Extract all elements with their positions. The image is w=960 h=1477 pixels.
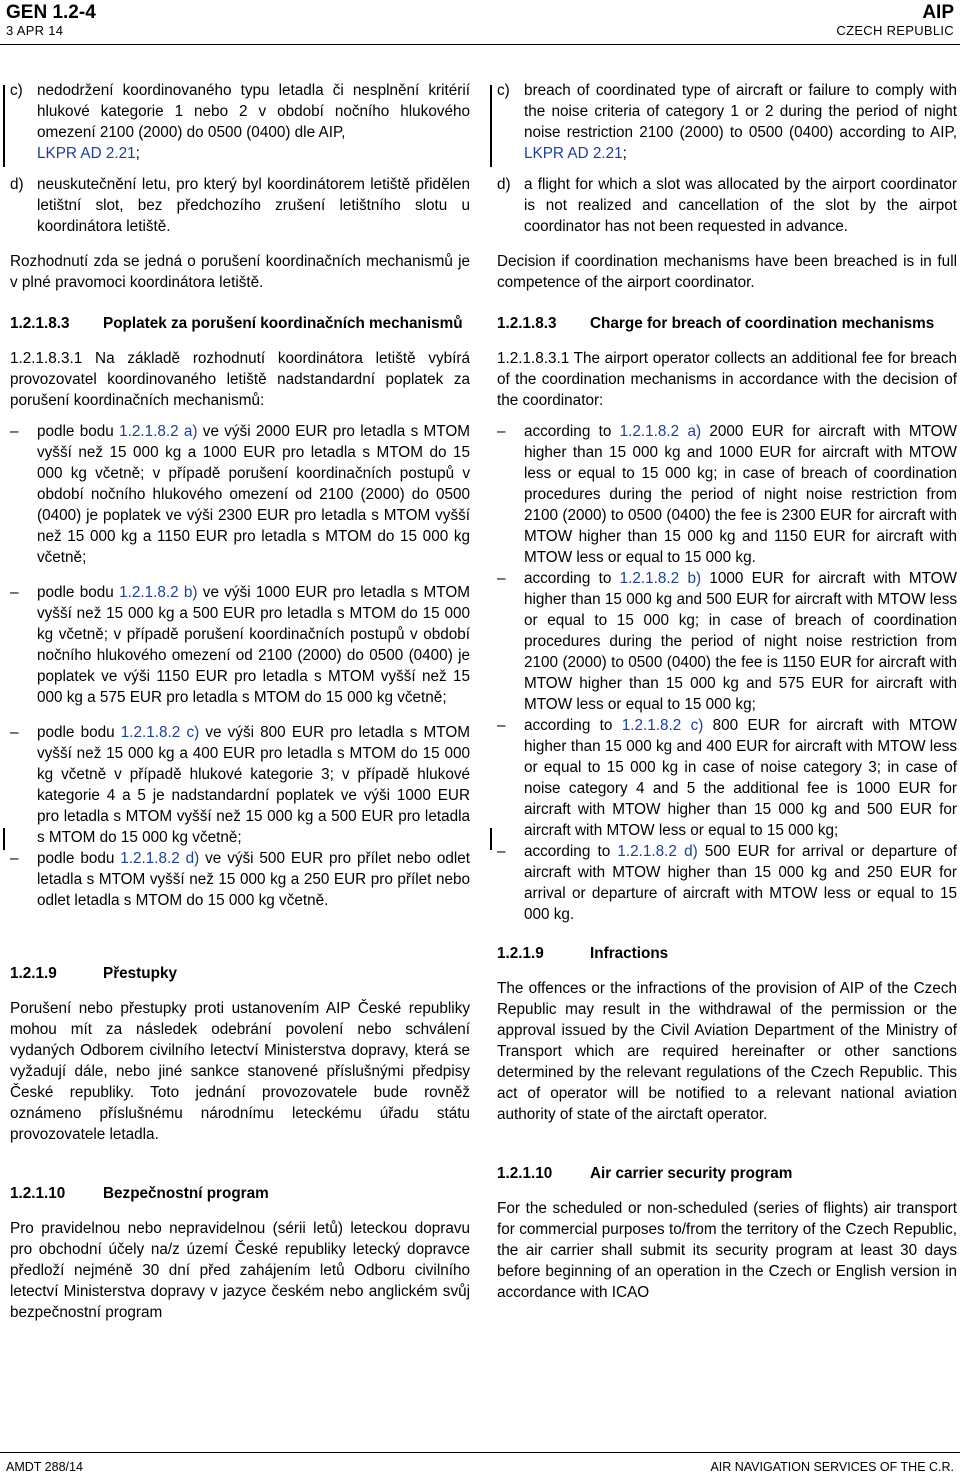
section-heading: 1.2.1.9 Infractions [497,945,669,962]
fee-item: – podle bodu 1.2.1.8.2 d) ve výši 500 EUR pro přílet nebo odlet letadla s MTOM vyšší než 15 000 kg a 250 EUR pro přílet nebo odlet letadla s MTOM do 15 000 kg včetně. [10,850,470,909]
section-heading: 1.2.1.8.3 Poplatek za porušení koordinačních mechanismů [10,315,463,332]
header-left [6,2,96,39]
page-date: 3 APR 14 [6,23,64,38]
czech-column [10,80,470,1323]
item-d: d) neuskutečnění letu, pro který byl koordinátorem letiště přidělen letištní slot, bez předchozího zrušení letištního slotu u koordinátora letiště. [10,176,470,235]
amendment-number: AMDT 288/14 [6,1460,83,1474]
change-bar [490,828,492,850]
fee-item: – podle bodu 1.2.1.8.2 a) ve výši 2000 EUR pro letadla s MTOM vyšší než 15 000 kg a 1000 EUR pro letadla s MTOM do 15 000 kg včetně; v případě porušení koordinačních postupů v období nočního hlukového omezení od 2100 (2000) do 0500 (0400) je poplatek ve výši 2300 EUR pro letadla s MTOM vyšší než 15 000 kg a 1150 EUR pro letadla s MTOM do 15 000 kg včetně; [10,423,470,566]
section-heading: 1.2.1.10 Bezpečnostní program [10,1185,269,1202]
english-column [497,80,957,1303]
fee-intro: 1.2.1.8.3.1 Na základě rozhodnutí koordinátora letiště vybírá provozovatel koordinovaného letiště nadstandardní poplatek za porušení koordinačních mechanismů: [10,350,470,409]
header-rule [0,44,960,45]
item-d: d) a flight for which a slot was allocated by the airport coordinator is not realized and cancellation of the slot by the airpot coordinator has not been requested in advance. [497,176,957,235]
infractions-paragraph: Porušení nebo přestupky proti ustanovením AIP České republiky mohou mít za následek odebrání povolení nebo schválení vydaných Odborem civilního letectví Ministerstva dopravy, která se vyžadují dále, nebo jiné sankce stanovené příslušnými předpisy České republiky. Toto jednání provozovatele bude rovněž oznámeno příslušnému národnímu leteckému úřadu státu provozovatele letadla. [10,1000,470,1143]
change-bar [3,828,5,850]
ad-link[interactable]: LKPR AD 2.21 [37,145,136,162]
fee-link[interactable]: 1.2.1.8.2 b) [619,570,702,587]
section-heading: 1.2.1.9 Přestupky [10,965,177,982]
fee-item: – according to 1.2.1.8.2 c) 800 EUR for aircraft with MTOW higher than 15 000 kg and 400 EUR for aircraft with MTOW less or equal to 15 000 kg in case of noise category 3; in case of noise category 4 and 5 the additional fee is 1000 EUR for aircraft with MTOW higher than 15 000 kg and 500 EUR for aircraft with MTOW less or equal to 15 000 kg; [497,717,957,839]
fee-link[interactable]: 1.2.1.8.2 d) [617,843,698,860]
fee-link[interactable]: 1.2.1.8.2 a) [619,423,702,440]
issuer-name: AIR NAVIGATION SERVICES OF THE C.R. [710,1460,954,1474]
security-paragraph: Pro pravidelnou nebo nepravidelnou (sérii letů) leteckou dopravu pro obchodní účely na/z území České republiky letecký dopravce předloží nejméně 30 dní před zahájením letů Odboru civilního letectví Ministerstva dopravy v jazyce českém nebo anglickém svůj bezpečnostní program [10,1220,470,1321]
infractions-paragraph: The offences or the infractions of the provision of AIP of the Czech Republic may result in the withdrawal of the permission or the approval issued by the Civil Aviation Department of the Ministry of Transport which are required hereinafter or other sanctions determined by the relevant regulations of the Czech Republic. This act of operator will be notified to a relevant national aviation authority of state of the airctaft operator. [497,980,957,1123]
ad-link[interactable]: LKPR AD 2.21 [524,145,623,162]
page-id: GEN 1.2-4 [6,2,96,23]
section-heading: 1.2.1.8.3 Charge for breach of coordination mechanisms [497,315,935,332]
item-c: c) nedodržení koordinovaného typu letadla či nesplnění kritérií hlukové kategorie 1 nebo 2 v období nočního hlukového omezení 2100 (2000) do 0500 (0400) dle AIP, LKPR AD 2.21; [10,82,470,162]
fee-item: – podle bodu 1.2.1.8.2 c) ve výši 800 EUR pro letadla s MTOM vyšší než 15 000 kg a 400 EUR pro letadla s MTOM do 15 000 kg včetně v případě hlukové kategorie 3; v případě hlukové kategorie 4 a 5 je nadstandardní poplatek ve výši 1000 EUR pro letadla s MTOM vyšší než 15 000 kg a 500 EUR pro letadla s MTOM do 15 000 kg včetně; [10,724,470,846]
footer-rule [0,1452,960,1453]
decision-paragraph: Decision if coordination mechanisms have been breached is in full competence of the airport coordinator. [497,253,957,291]
fee-item: – according to 1.2.1.8.2 a) 2000 EUR for aircraft with MTOW higher than 15 000 kg and 1000 EUR for aircraft with MTOW less or equal to 15 000 kg; in case of breach of coordination procedures during the period of night noise restriction from 2100 (2000) to 0500 (0400) the fee is 2300 EUR for aircraft with MTOW higher than 15 000 kg and 1150 EUR for aircraft with MTOW less or equal to 15 000 kg. [497,423,957,566]
change-bar [490,85,492,167]
header-right [836,2,954,39]
fee-item: – podle bodu 1.2.1.8.2 b) ve výši 1000 EUR pro letadla s MTOM vyšší než 15 000 kg a 500 EUR pro letadla s MTOM do 15 000 kg včetně; v případě porušení koordinačních postupů v období nočního hlukového omezení od 2100 (2000) do 0500 (0400) je poplatek ve výši 1150 EUR pro letadla s MTOM vyšší než 15 000 kg a 575 EUR pro letadla s MTOM do 15 000 kg včetně; [10,584,470,706]
fee-item: – according to 1.2.1.8.2 b) 1000 EUR for aircraft with MTOW higher than 15 000 kg and 500 EUR for aircraft with MTOW less or equal to 15 000 kg; in case of breach of coordination procedures during the period of night noise restriction from 2100 (2000) to 0500 (0400) the fee is 1150 EUR for aircraft with MTOW higher than 15 000 kg and 575 EUR for aircraft with MTOW less or equal to 15 000 kg; [497,570,957,713]
fee-link[interactable]: 1.2.1.8.2 a) [119,423,198,440]
change-bar [3,85,5,167]
country-name: CZECH REPUBLIC [836,23,954,38]
decision-paragraph: Rozhodnutí zda se jedná o porušení koordinačních mechanismů je v plné pravomoci koordinátora letiště. [10,253,470,291]
fee-link[interactable]: 1.2.1.8.2 c) [120,724,200,741]
fee-link[interactable]: 1.2.1.8.2 c) [621,717,704,734]
fee-intro: 1.2.1.8.3.1 The airport operator collects an additional fee for breach of the coordination mechanisms in accordance with the decision of the coordinator: [497,350,957,409]
fee-link[interactable]: 1.2.1.8.2 d) [120,850,200,867]
fee-link[interactable]: 1.2.1.8.2 b) [119,584,198,601]
fee-item: – according to 1.2.1.8.2 d) 500 EUR for arrival or departure of aircraft with MTOW higher than 15 000 kg and 250 EUR for arrival or departure of aircraft with MTOW less or equal to 15 000 kg. [497,843,957,923]
section-heading: 1.2.1.10 Air carrier security program [497,1165,793,1182]
security-paragraph: For the scheduled or non-scheduled (series of flights) air transport for commercial purposes to/from the territory of the Czech Republic, the air carrier shall submit its security program at least 30 days before beginning of an operation in the Czech or English version in accordance with ICAO [497,1200,957,1301]
item-c: c) breach of coordinated type of aircraft or failure to comply with the noise criteria of category 1 or 2 during the period of night noise restriction 2100 (2000) to 0500 (0400) according to AIP, LKPR AD 2.21; [497,82,957,162]
publication-title: AIP [922,2,954,23]
